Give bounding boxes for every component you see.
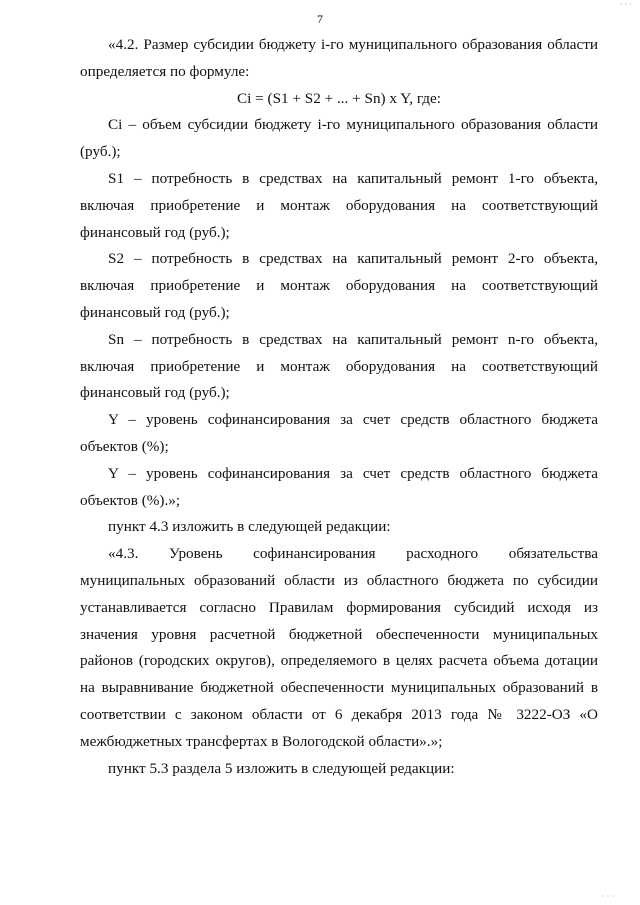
- definition-s1: S1 – потребность в средствах на капитальный ремонт 1-го объекта, включая приобретение и монтаж оборудования на соответствующий финансовый год (руб.);: [80, 169, 598, 241]
- formula-line: Ci = (S1 + S2 + ... + Sn) x Y, где:: [237, 89, 441, 107]
- instruction-4-3: пункт 4.3 изложить в следующей редакции:: [108, 518, 391, 536]
- definition-sn: Sn – потребность в средствах на капитальный ремонт n-го объекта, включая приобретение и монтаж оборудования на соответствующий финансовый год (руб.);: [80, 330, 598, 402]
- footer-mark: · · ·: [602, 892, 614, 901]
- paragraph-4-3: «4.3. Уровень софинансирования расходного обязательства муниципальных образований области из областного бюджета по субсидии устанавливается согласно Правилам формирования субсидий исходя из значения уровня расчетной бюджетной обеспеченности муниципальных районов (городских округов), определяемого в целях расчета объема дотации на выравнивание бюджетной обеспеченности муниципальных образований в соответствии с законом области от 6 декабря 2013 года № 3222-ОЗ «О межбюджетных трансфертах в Вологодской области».»;: [80, 545, 598, 750]
- definition-y-first: Y – уровень софинансирования за счет средств областного бюджета объектов (%);: [80, 411, 598, 455]
- definition-y-second: Y – уровень софинансирования за счет средств областного бюджета объектов (%).»;: [80, 464, 598, 509]
- definition-s2: S2 – потребность в средствах на капитальный ремонт 2-го объекта, включая приобретение и монтаж оборудования на соответствующий финансовый год (руб.);: [80, 250, 598, 321]
- corner-mark: · · ·: [620, 0, 632, 9]
- document-body: [80, 32, 598, 782]
- page-number: 7: [317, 12, 323, 26]
- instruction-5-3: пункт 5.3 раздела 5 изложить в следующей редакции:: [108, 759, 455, 777]
- paragraph-4-2-intro: «4.2. Размер субсидии бюджету i-го муниципального образования области определяется по формуле:: [80, 36, 598, 80]
- definition-ci: Ci – объем субсидии бюджету i-го муниципального образования области (руб.);: [80, 116, 598, 161]
